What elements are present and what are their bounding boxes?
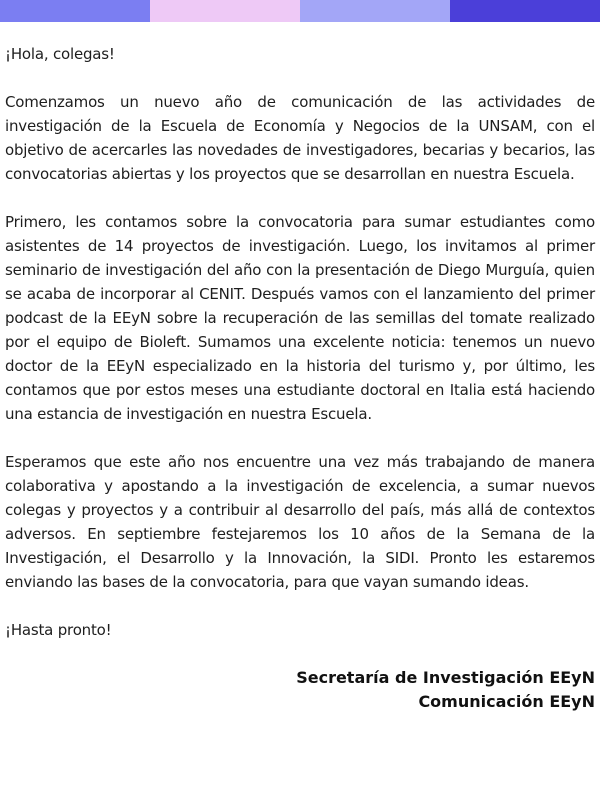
header-color-bar: [0, 0, 600, 22]
color-bar-segment-2: [150, 0, 300, 22]
closing: ¡Hasta pronto!: [5, 621, 112, 639]
letter-body: [0, 22, 600, 642]
color-bar-segment-1: [0, 0, 150, 22]
color-bar-segment-3: [300, 0, 450, 22]
paragraph-intro: Comenzamos un nuevo año de comunicación de las actividades de investigación de la Escuela de Economía y Negocios de la UNSAM, con el objetivo de acercarles las novedades de investigadores, becarias y becarios, las convocatorias abiertas y los proyectos que se desarrollan en nuestra Escuela.: [5, 93, 595, 183]
color-bar-segment-4: [450, 0, 600, 22]
paragraph-outlook: Esperamos que este año nos encuentre una vez más trabajando de manera colaborativa y apostando a la investigación de excelencia, a sumar nuevos colegas y proyectos y a contribuir al desarrollo del país, más allá de contextos adversos. En septiembre festejaremos los 10 años de la Semana de la Investigación, el Desarrollo y la Innovación, la SIDI. Pronto les estaremos enviando las bases de la convocatoria, para que vayan sumando ideas.: [5, 453, 595, 591]
signature-line-comunicacion: Comunicación EEyN: [418, 692, 595, 711]
paragraph-news-summary: Primero, les contamos sobre la convocatoria para sumar estudiantes como asistentes de 14 proyectos de investigación. Luego, los invitamos al primer seminario de investigación del año con la presentación de Diego Murguía, quien se acaba de incorporar al CENIT. Después vamos con el lanzamiento del primer podcast de la EEyN sobre la recuperación de las semillas del tomate realizado por el equipo de Bioleft. Sumamos una excelente noticia: tenemos un nuevo doctor de la EEyN especializado en la historia del turismo y, por último, les contamos que por estos meses una estudiante doctoral en Italia está haciendo una estancia de investigación en nuestra Escuela.: [5, 213, 595, 423]
signature-line-secretaria: Secretaría de Investigación EEyN: [296, 668, 595, 687]
greeting: ¡Hola, colegas!: [5, 45, 115, 63]
signature-block: [0, 666, 600, 714]
